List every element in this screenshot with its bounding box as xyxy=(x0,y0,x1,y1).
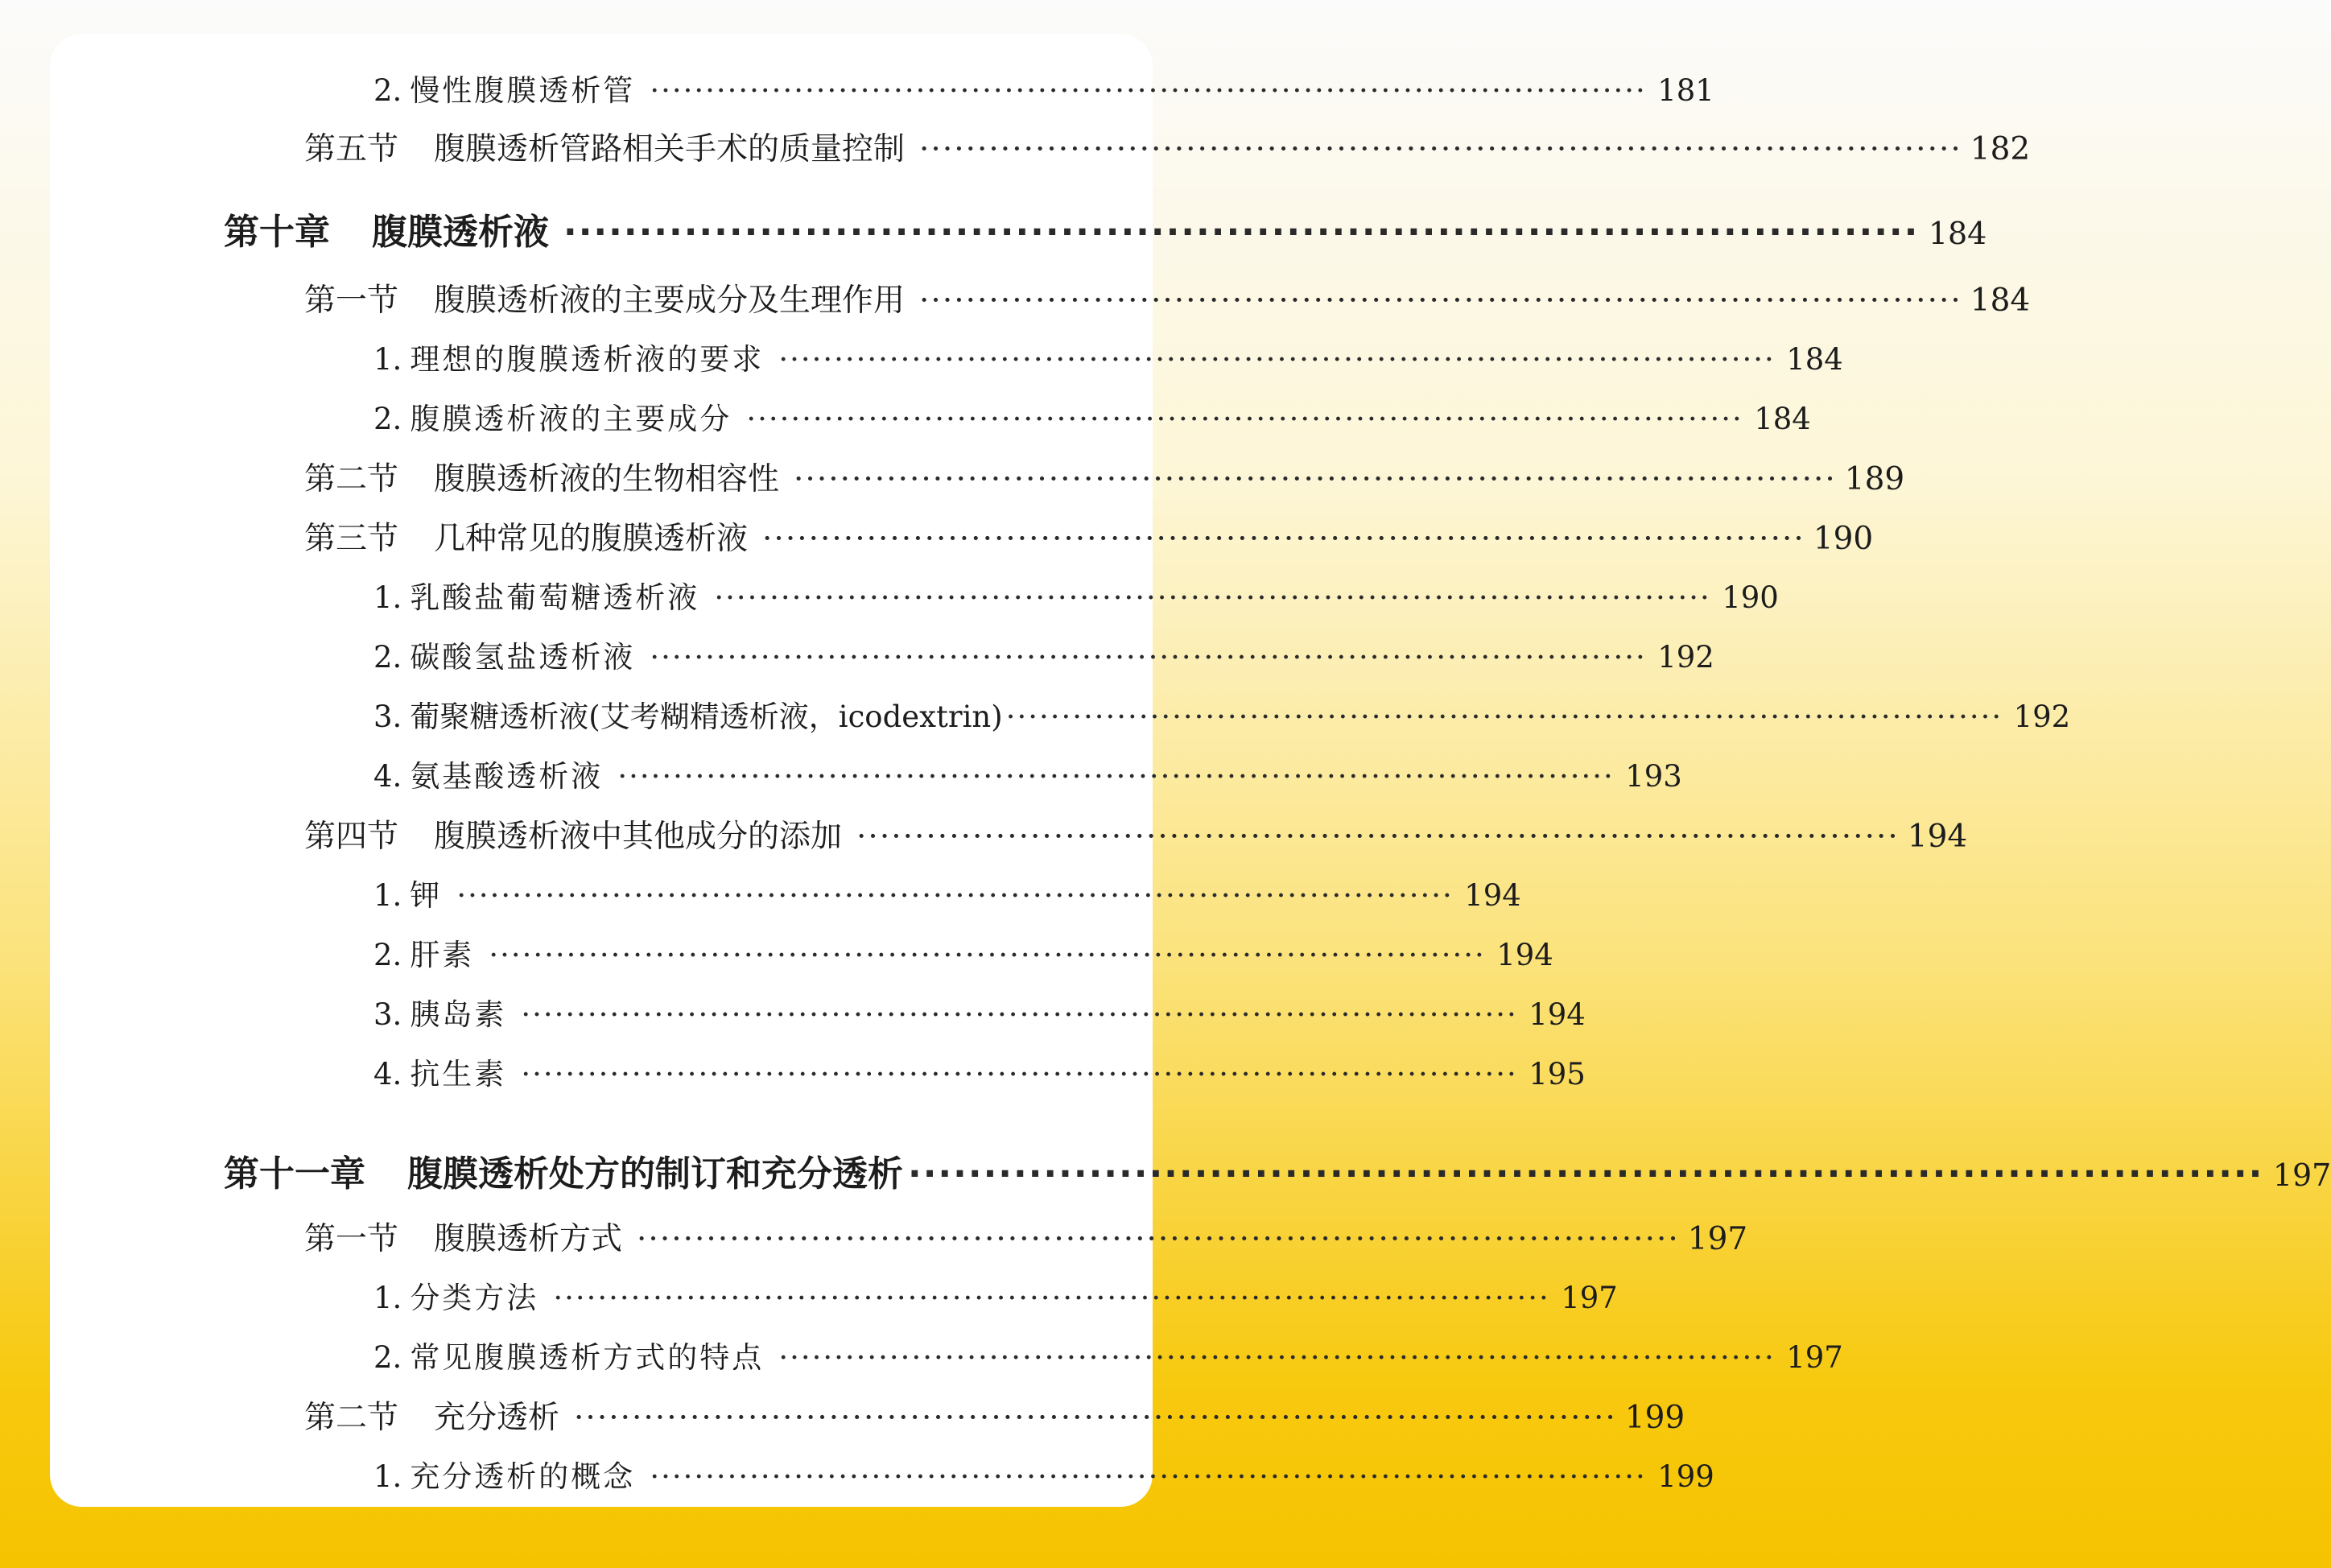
entry-title: 葡聚糖透析液(艾考糊精透析液，icodextrin) xyxy=(410,699,1003,734)
section-number: 第二节 xyxy=(304,1400,399,1436)
toc-entry-chapter xyxy=(224,203,1987,254)
chapter-number: 第十章 xyxy=(224,212,330,253)
toc-entry-item xyxy=(373,394,1811,438)
page-number: 192 xyxy=(2013,699,2071,734)
toc-entry-item xyxy=(373,752,1682,795)
toc-entry-item xyxy=(373,1333,1843,1376)
chapter-number: 第十一章 xyxy=(224,1153,365,1195)
dot-leader: ·························································································· xyxy=(563,212,1920,253)
entry-title: 钾 xyxy=(410,878,443,913)
toc-entry-item xyxy=(373,871,1521,914)
entry-title: 几种常见的腹膜透析液 xyxy=(434,521,749,557)
dot-leader: ·························································································· xyxy=(617,759,1615,794)
dot-leader: ·························································································· xyxy=(746,402,1743,436)
page-number: 195 xyxy=(1529,1057,1586,1091)
entry-title: 乳酸盐葡萄糖透析液 xyxy=(410,580,700,615)
page-number: 184 xyxy=(1786,342,1843,377)
dot-leader: ·························································································· xyxy=(762,521,1805,557)
entry-title: 常见腹膜透析方式的特点 xyxy=(410,1340,765,1375)
entry-number: 1. xyxy=(373,580,402,615)
dot-leader: ·························································································· xyxy=(521,1057,1518,1091)
entry-title: 氨基酸透析液 xyxy=(410,759,604,794)
entry-number: 1. xyxy=(373,1281,402,1315)
dot-leader: ·························································································· xyxy=(919,283,1962,319)
page-number: 184 xyxy=(1970,283,2031,319)
toc-entry-item xyxy=(373,1273,1618,1317)
entry-title: 肝素 xyxy=(410,938,475,972)
entry-number: 2. xyxy=(373,402,402,436)
page-number: 181 xyxy=(1657,73,1714,108)
page-number: 194 xyxy=(1496,938,1553,972)
toc-entry-item xyxy=(373,930,1553,974)
entry-title: 腹膜透析液的主要成分及生理作用 xyxy=(434,283,906,319)
page-number: 190 xyxy=(1813,521,1874,557)
section-number: 第五节 xyxy=(304,131,399,167)
entry-title: 腹膜透析管路相关手术的质量控制 xyxy=(434,131,906,167)
toc-entry-item xyxy=(373,1050,1586,1093)
dot-leader: ·························································································· xyxy=(919,131,1962,167)
entry-title: 分类方法 xyxy=(410,1281,539,1315)
dot-leader: ·························································································· xyxy=(637,1221,1680,1257)
page-number: 194 xyxy=(1464,878,1521,913)
entry-number: 2. xyxy=(373,1340,402,1375)
page-number: 194 xyxy=(1907,819,1968,855)
toc-entry-item xyxy=(373,990,1586,1034)
toc-entry-item xyxy=(373,633,1714,676)
dot-leader: ·························································································· xyxy=(856,819,1900,855)
toc-entry-section xyxy=(304,514,1874,559)
section-number: 第四节 xyxy=(304,819,399,855)
toc-entry-section xyxy=(304,454,1905,499)
dot-leader: ·························································································· xyxy=(574,1400,1617,1436)
dot-leader: ·························································································· xyxy=(521,997,1518,1032)
entry-title: 腹膜透析液的主要成分 xyxy=(410,402,732,436)
entry-number: 1. xyxy=(373,342,402,377)
dot-leader: ·························································································· xyxy=(456,878,1454,913)
page-number: 192 xyxy=(1657,640,1714,675)
page-number: 194 xyxy=(1529,997,1586,1032)
chapter-title: 腹膜透析处方的制订和充分透析 xyxy=(407,1153,903,1195)
entry-number: 2. xyxy=(373,938,402,972)
dot-leader: ·························································································· xyxy=(650,73,1647,108)
toc-entry-section xyxy=(304,275,2031,320)
entry-number: 2. xyxy=(373,73,402,108)
section-number: 第二节 xyxy=(304,461,399,497)
dot-leader: ·························································································· xyxy=(794,461,1837,497)
entry-number: 4. xyxy=(373,1057,402,1091)
toc-entry-section xyxy=(304,811,1968,856)
entry-number: 1. xyxy=(373,878,402,913)
page-number: 199 xyxy=(1657,1459,1714,1494)
dot-leader: ·························································································· xyxy=(778,342,1776,377)
entry-number: 2. xyxy=(373,640,402,675)
page-number: 184 xyxy=(1754,402,1811,436)
toc-entry-section xyxy=(304,1214,1748,1259)
section-number: 第一节 xyxy=(304,283,399,319)
entry-title: 腹膜透析液的生物相容性 xyxy=(434,461,780,497)
entry-title: 慢性腹膜透析管 xyxy=(410,73,636,108)
entry-number: 3. xyxy=(373,997,402,1032)
entry-title: 胰岛素 xyxy=(410,997,507,1032)
toc-entry-item xyxy=(373,573,1779,617)
entry-number: 1. xyxy=(373,1459,402,1494)
toc-entry-chapter xyxy=(224,1145,2331,1196)
page-number: 189 xyxy=(1844,461,1905,497)
toc-entry-section xyxy=(304,124,2031,169)
page-number: 197 xyxy=(1786,1340,1843,1375)
dot-leader: ·························································································· xyxy=(489,938,1486,972)
page-number: 182 xyxy=(1970,131,2031,167)
dot-leader: ·························································································· xyxy=(714,580,1711,615)
page-number: 197 xyxy=(1687,1221,1748,1257)
toc-entry-item xyxy=(373,1452,1714,1496)
toc-entry-item xyxy=(373,692,2071,736)
entry-title: 碳酸氢盐透析液 xyxy=(410,640,636,675)
toc-entry-section xyxy=(304,1393,1685,1438)
entry-title: 腹膜透析液中其他成分的添加 xyxy=(434,819,843,855)
section-number: 第一节 xyxy=(304,1221,399,1257)
page-number: 193 xyxy=(1625,759,1682,794)
dot-leader: ·························································································· xyxy=(778,1340,1776,1375)
toc-entry-item xyxy=(373,66,1714,109)
dot-leader: ·························································································· xyxy=(650,1459,1647,1494)
dot-leader: ·························································································· xyxy=(650,640,1647,675)
page-number: 199 xyxy=(1624,1400,1685,1436)
page-number: 197 xyxy=(2272,1157,2331,1193)
chapter-title: 腹膜透析液 xyxy=(372,212,549,253)
entry-number: 4. xyxy=(373,759,402,794)
dot-leader: ·························································································· xyxy=(553,1281,1550,1315)
page-number: 190 xyxy=(1722,580,1779,615)
dot-leader: ·························································································· xyxy=(908,1153,2264,1195)
entry-title: 抗生素 xyxy=(410,1057,507,1091)
entry-title: 理想的腹膜透析液的要求 xyxy=(410,342,765,377)
entry-number: 3. xyxy=(373,699,402,734)
book-page xyxy=(50,34,2331,1507)
entry-title: 充分透析的概念 xyxy=(410,1459,636,1494)
section-number: 第三节 xyxy=(304,521,399,557)
entry-title: 腹膜透析方式 xyxy=(434,1221,623,1257)
entry-title: 充分透析 xyxy=(434,1400,560,1436)
toc-entry-item xyxy=(373,335,1843,378)
page-number: 184 xyxy=(1928,216,1987,251)
dot-leader: ·························································································· xyxy=(1005,699,2003,734)
page-number: 197 xyxy=(1561,1281,1618,1315)
